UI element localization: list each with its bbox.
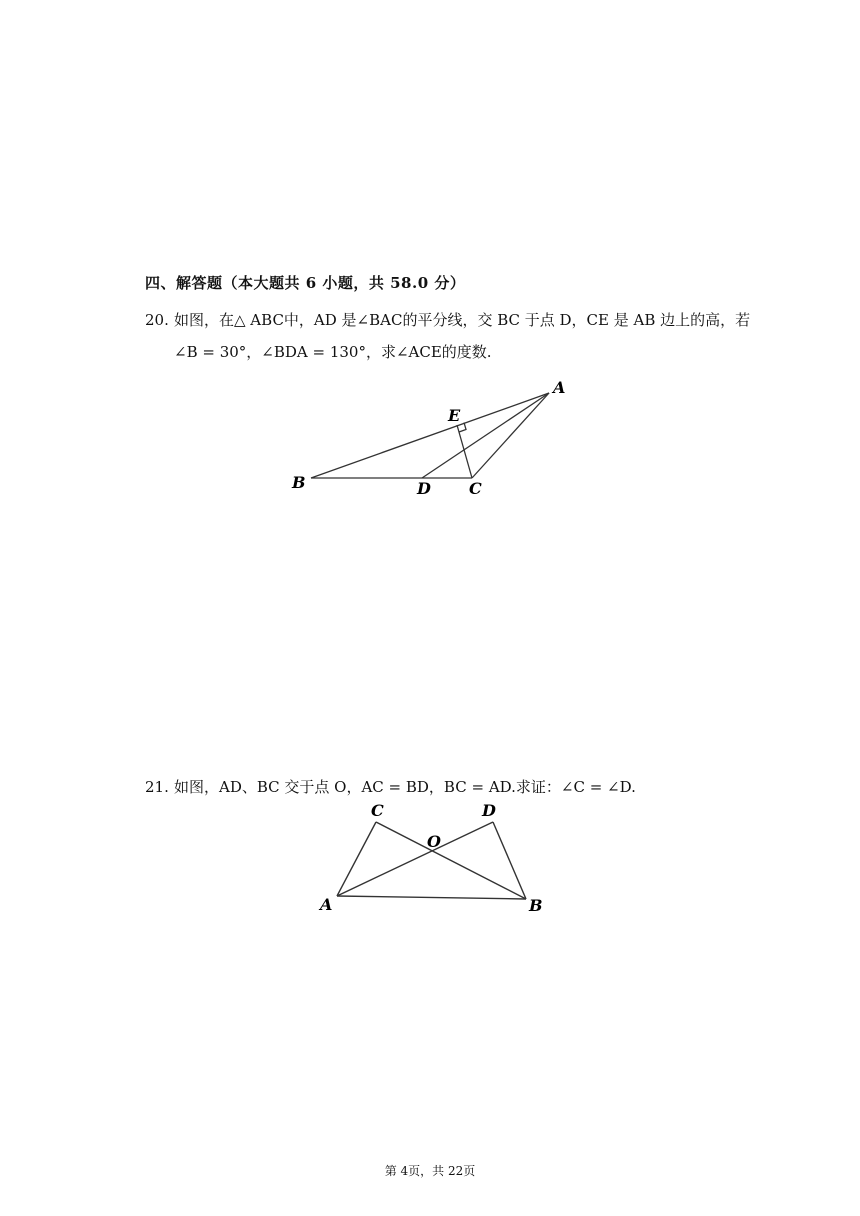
label-O: O — [427, 832, 441, 851]
question-20-text-line2: ∠B = 30°，∠BDA = 130°，求∠ACE的度数. — [174, 343, 492, 361]
label-E: E — [448, 406, 461, 425]
segment-AD — [337, 822, 493, 896]
label-A: A — [553, 378, 566, 397]
label-C: C — [469, 479, 482, 498]
label-D: D — [482, 801, 496, 820]
question-20-number: 20. — [145, 311, 169, 329]
question-21-number: 21. — [145, 778, 169, 796]
question-20-text-line1: 如图，在△ ABC中，AD 是∠BAC的平分线，交 BC 于点 D，CE 是 AB 边上的高，若 — [174, 311, 751, 329]
segment-AB — [337, 896, 526, 899]
label-A: A — [320, 895, 333, 914]
question-21-text: 如图，AD、BC 交于点 O，AC = BD，BC = AD.求证：∠C = ∠D. — [174, 778, 636, 796]
segment-BC — [376, 822, 526, 899]
segment-BD — [493, 822, 526, 899]
label-D: D — [417, 479, 431, 498]
section-title: 四、解答题（本大题共 6 小题，共 58.0 分） — [145, 274, 466, 292]
segment-AC — [337, 822, 376, 896]
label-C: C — [371, 801, 384, 820]
label-B: B — [292, 473, 306, 492]
label-B: B — [529, 896, 543, 915]
page-footer: 第 4页，共 22页 — [384, 1164, 476, 1178]
